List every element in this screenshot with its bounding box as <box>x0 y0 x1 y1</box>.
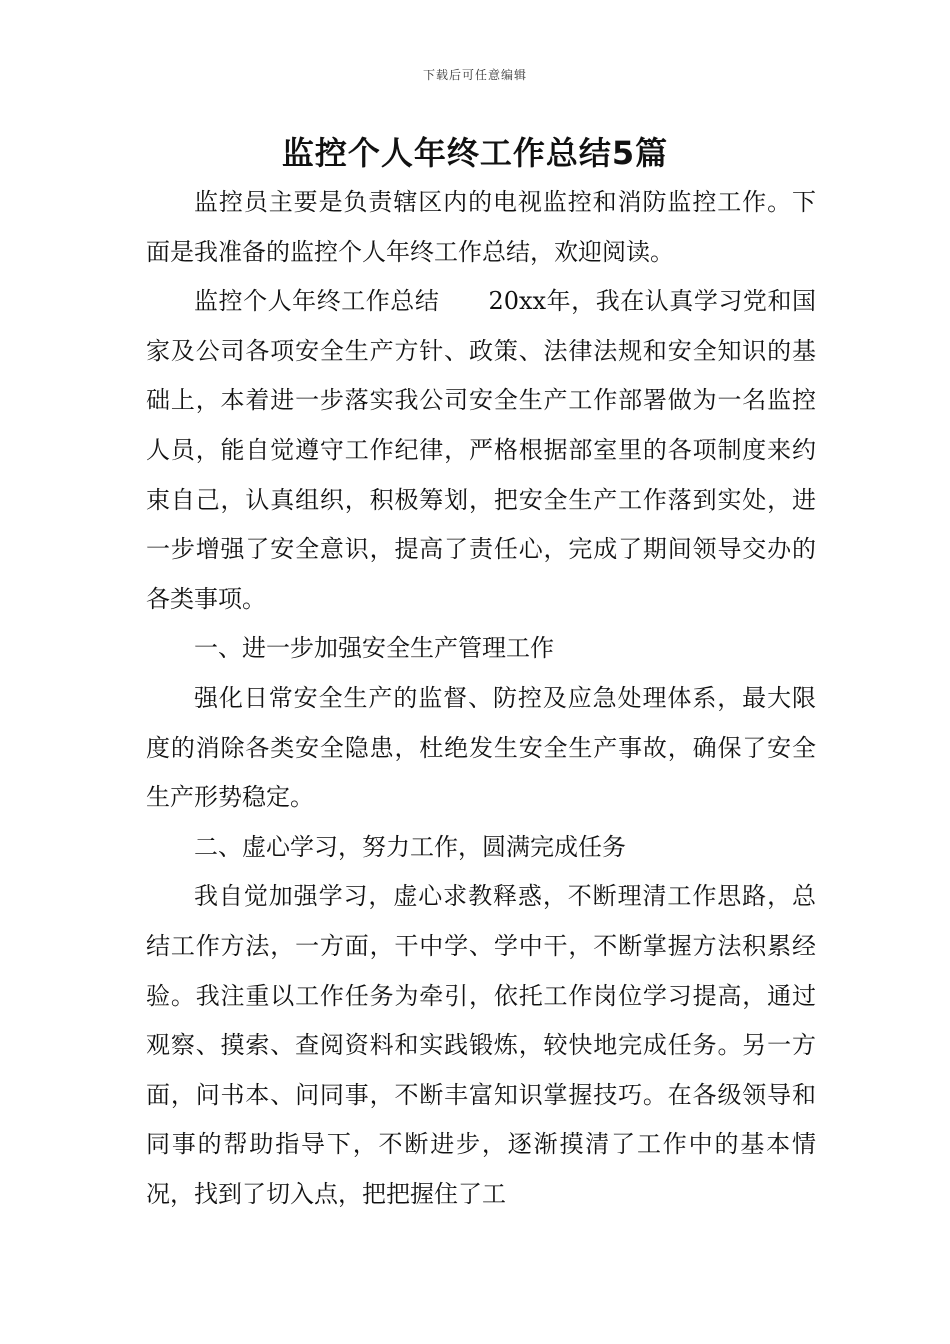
section-heading-2: 二、虚心学习，努力工作，圆满完成任务 <box>194 832 626 861</box>
header-note: 下载后可任意编辑 <box>422 68 527 82</box>
document-body <box>146 178 816 1219</box>
document-title: 监控个人年终工作总结5篇 <box>281 134 669 172</box>
paragraph-intro: 监控员主要是负责辖区内的电视监控和消防监控工作。下面是我准备的监控个人年终工作总结，欢迎阅读。 <box>146 188 816 266</box>
paragraph-summary: 监控个人年终工作总结 20xx年，我在认真学习党和国家及公司各项安全生产方针、政策、法律法规和安全知识的基础上，本着进一步落实我公司安全生产工作部署做为一名监控人员，能自觉遵守工作纪律，严格根据部室里的各项制度来约束自己，认真组织，积极筹划，把安全生产工作落到实处，进一步增强了安全意识，提高了责任心，完成了期间领导交办的各类事项。 <box>146 287 816 613</box>
section-heading-1: 一、进一步加强安全生产管理工作 <box>194 634 554 663</box>
paragraph-section-1: 强化日常安全生产的监督、防控及应急处理体系，最大限度的消除各类安全隐患，杜绝发生安全生产事故，确保了安全生产形势稳定。 <box>146 683 816 812</box>
paragraph-section-2: 我自觉加强学习，虚心求教释惑，不断理清工作思路，总结工作方法，一方面，干中学、学中干，不断掌握方法积累经验。我注重以工作任务为牵引，依托工作岗位学习提高，通过观察、摸索、查阅资料和实践锻炼，较快地完成任务。另一方面，问书本、问同事，不断丰富知识掌握技巧。在各级领导和同事的帮助指导下，不断进步，逐渐摸清了工作中的基本情况，找到了切入点，把把握住了工 <box>146 882 816 1208</box>
